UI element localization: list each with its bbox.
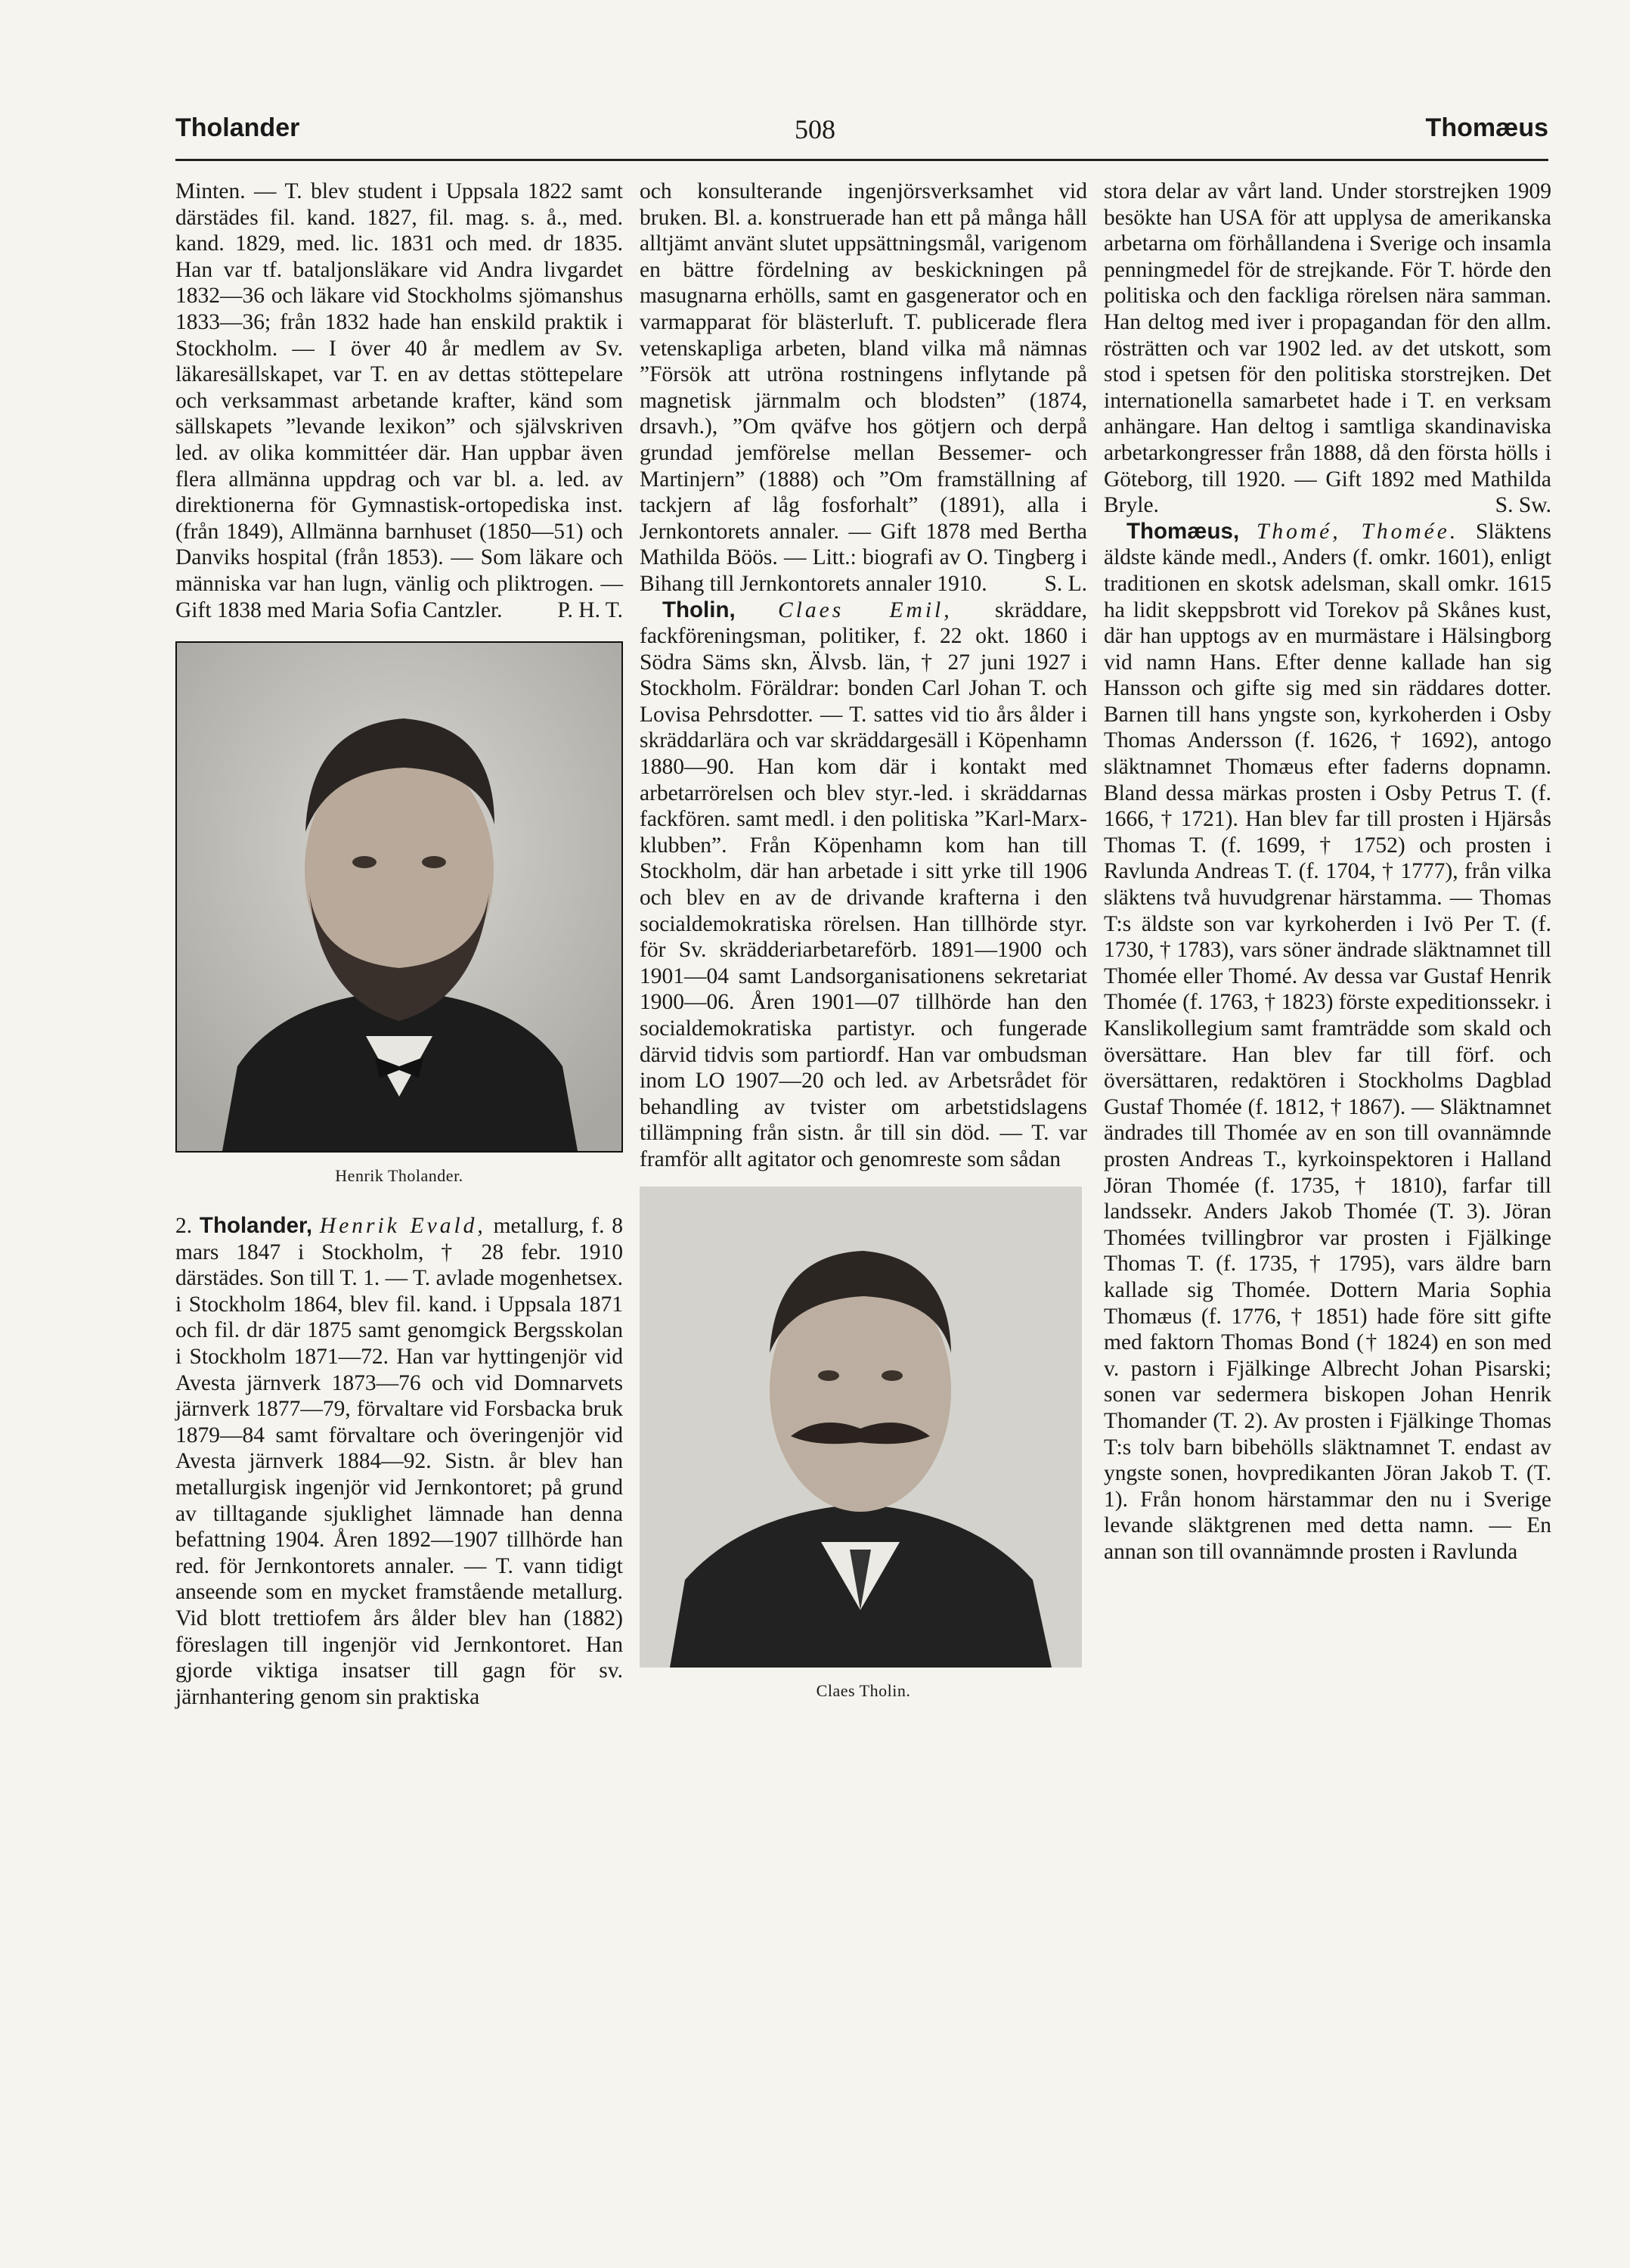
running-head-right: Thomæus <box>1425 113 1548 142</box>
paragraph: Minten. — T. blev student i Uppsala 1822 samt därstädes fil. kand. 1827, fil. mag. s. å., med. kand. 1829, med. lic. 1831 och med. dr 1835. Han var tf. bataljonsläkare vid Andra livgardet 1832—36 och läkare vid Stockholms sjömanshus 1833—36; från 1832 hade han enskild praktik i Stockholm. — I över 40 år medlem av Sv. läkaresällskapet, var T. en av dettas stöttepelare och verksammast arbetande krafter, känd som sällskapets ”levande lexikon” och självskriven led. av olika kommittéer där. Han uppbar även flera allmänna uppdrag och var bl. a. led. av direktionerna för Gymnastisk-ortopediska inst. (från 1849), Allmänna barnhuset (1850—51) och Danviks hospital (från 1853). — Som läkare och människa var han lugn, vänlig och pliktrogen. — Gift 1838 med Maria Sofia Cantzler. <box>175 179 623 622</box>
entry-headword: Thomæus, <box>1126 518 1240 544</box>
entry-text <box>1104 178 1551 519</box>
paragraph: stora delar av vårt land. Under storstrejken 1909 besökte han USA för att upplysa de amerikanska arbetarna om förhållandena i Sverige och insamla penningmedel för de strejkande. För T. hörde den politiska och den fackliga rörelsen nära samman. Han deltog med iver i propagandan för den allm. rösträtten och var 1902 led. av det utskott, som stod i spetsen för den politiska storstrejken. Det internationella samarbetet hade i T. en verksam anhängare. Han deltog i samtliga skandinaviska arbetarkongresser från 1888, då den första hölls i Göteborg, till 1920. — Gift 1892 med Mathilda Bryle. <box>1104 179 1551 518</box>
entry-given-name: Henrik Evald, <box>319 1214 486 1239</box>
column-2 <box>640 178 1087 1701</box>
portrait-image <box>177 643 621 1151</box>
portrait-image <box>640 1187 1082 1668</box>
portrait-henrik-tholander <box>175 641 623 1153</box>
header-rule <box>175 159 1548 161</box>
entry-headword: Tholin, <box>662 597 736 622</box>
entry-text <box>175 178 623 623</box>
column-3 <box>1104 178 1551 1565</box>
entry-number: 2. <box>175 1214 193 1239</box>
paragraph: och konsulterande ingenjörsverksamhet vid bruken. Bl. a. konstruerade han ett på många håll alltjämt använt slutet uppsättningsmål, varigenom en bättre fördelning av beskickningen på masugnarna erhölls, samt en gasgenerator och en varmapparat för blästerluft. T. publicerade flera vetenskapliga arbeten, bland vilka må nämnas ”Försök att utröna rostningens inflytande på magnetisk järnmalm och blodsten” (1874, drsavh.), ”Om qväfve hos götjern och derpå grundad jemförelse mellan Bessemer- och Martinjern” (1888) och ”Om framställning af tackjern af låg fosforhalt” (1891), alla i Jernkontorets annaler. — Gift 1878 med Bertha Mathilda Böös. — Litt.: biografi av O. Tingberg i Bihang till Jernkontorets annaler 1910. <box>640 179 1087 596</box>
author-signature: P. H. T. <box>557 597 623 622</box>
entry-given-name: Thomé, Thomée. <box>1256 519 1459 544</box>
page-number: 508 <box>795 114 835 144</box>
portrait-caption: Henrik Tholander. <box>335 1166 463 1186</box>
entry-text <box>1104 519 1551 1565</box>
author-signature: S. L. <box>1044 571 1087 596</box>
entry-given-name: Claes Emil, <box>778 597 953 622</box>
running-head-left: Tholander <box>175 113 300 142</box>
entry-text <box>640 178 1087 597</box>
portrait-claes-tholin <box>640 1187 1082 1668</box>
author-signature: S. Sw. <box>1495 493 1551 518</box>
paragraph: skräddare, fackföreningsman, politiker, f. 22 okt. 1860 i Södra Säms skn, Älvsb. län, † 27 juni 1927 i Stockholm. Föräldrar: bonden Carl Johan T. och Lovisa Pehrsdotter. — T. sattes vid tio års ålder i skräddarlära och var skräddargesäll i Köpenhamn 1880—90. Han kom där i kontakt med arbetarrörelsen och blev styr.-led. i skräddarnas fackfören. samt medl. i den politiska ”Karl-Marx-klubben”. Från Köpenhamn kom han till Stockholm, där han arbetade i sitt yrke till 1906 och blev en av de drivande krafterna i den socialdemokratiska rörelsen. Han tillhörde styr. för Sv. skrädderiarbetareförb. 1891—1900 och 1901—04 samt Landsorganisationens sekretariat 1900—06. Åren 1901—07 tillhörde han den socialdemokratiska partistyr. och fungerade därvid tidvis som partiordf. Han var ombudsman inom LO 1907—20 och led. av Arbetsrådet för behandling av tvister om arbetstidslagens tillämpning från sistn. år till sin död. — T. var framför allt agitator och genomreste som sådan <box>640 597 1087 1171</box>
entry-headword: Tholander, <box>199 1213 313 1239</box>
portrait-caption: Claes Tholin. <box>816 1680 911 1700</box>
paragraph: Släktens äldste kände medl., Anders (f. omkr. 1601), enligt traditionen en skotsk adelsman, skall omkr. 1615 ha lidit skeppsbrott vid Torekov på Skånes kust, där han upptogs av en murmästare i Hälsingborg vid namn Hans. Efter denne kallade han sig Hansson och gifte sig med sin räddares dotter. Barnen till hans yngste son, kyrkoherden i Osby Thomas Andersson (f. 1626, † 1692), antogo släktnamnet Thomæus efter faderns dopnamn. Bland dessa märkas prosten i Osby Petrus T. (f. 1666, † 1721). Han blev far till prosten i Hjärsås Thomas T. (f. 1699, † 1752) och prosten i Ravlunda Andreas T. (f. 1704, † 1777), från vilka släktens två huvudgrenar härstamma. — Thomas T:s äldste son var kyrkoherden i Ivö Per T. (f. 1730, † 1783), vars söner ändrade släktnamnet till Thomée eller Thomé. Av dessa var Gustaf Henrik Thomée (f. 1763, † 1823) förste expeditionssekr. i Kanslikollegium samt framträdde som skald och översättare. Han blev far till förf. och översättaren, redaktören i Stockholms Dagblad Gustaf Thomée (f. 1812, † 1867). — Släktnamnet ändrades till Thomée av en son till ovannämnde prosten Andreas T., kyrkoinspektoren i Halland Jöran Thomée (f. 1735, † 1810), farfar till landssekr. Anders Jakob Thomée (T. 3). Jöran Thomées tvillingbror var prosten i Fjälkinge Thomas T. (f. 1735, † 1795), vars äldre barn kallade sig Thomée. Dottern Maria Sophia Thomæus (f. 1776, † 1851) hade före sitt gifte med faktorn Thomas Bond († 1824) en son med v. pastorn i Fjälkinge Albrecht Johan Pisarski; sonen var sedermera biskopen Johan Henrik Thomander (T. 2). Av prosten i Fjälkinge Thomas T:s tolv barn bibehölls släktnamnet T. endast av yngste sonen, hovpredikanten Jöran Jakob T. (T. 1). Från honom härstammar den nu i Sverige levande släktgrenen med detta namn. — En annan son till ovannämnde prosten i Ravlunda <box>1104 519 1552 1564</box>
entry-text <box>175 1213 623 1710</box>
entry-text <box>640 597 1087 1173</box>
column-1 <box>175 178 623 1710</box>
paragraph: metallurg, f. 8 mars 1847 i Stockholm, † 28 febr. 1910 därstädes. Son till T. 1. — T. avlade mogenhetsex. i Stockholm 1864, blev fil. kand. i Uppsala 1871 och fil. dr där 1875 samt genomgick Bergsskolan i Stockholm 1871—72. Han var hyttingenjör vid Avesta järnverk 1873—76 och vid Domnarvets järnverk 1877—79, förvaltare vid Forsbacka bruk 1879—84 samt förvaltare och överingenjör vid Avesta järnverk 1884—92. Sistn. år blev han metallurgisk ingenjör vid Jernkontoret; på grund av tilltagande sjuklighet lämnade han denna befattning 1904. Åren 1892—1907 tillhörde han red. för Jernkontorets annaler. — T. vann tidigt anseende som en mycket framstående metallurg. Vid blott trettiofem års ålder blev han (1882) föreslagen till ingenjör vid Jernkontoret. Han gjorde viktiga insatser till gagn för sv. järnhantering genom sin praktiska <box>175 1214 624 1709</box>
